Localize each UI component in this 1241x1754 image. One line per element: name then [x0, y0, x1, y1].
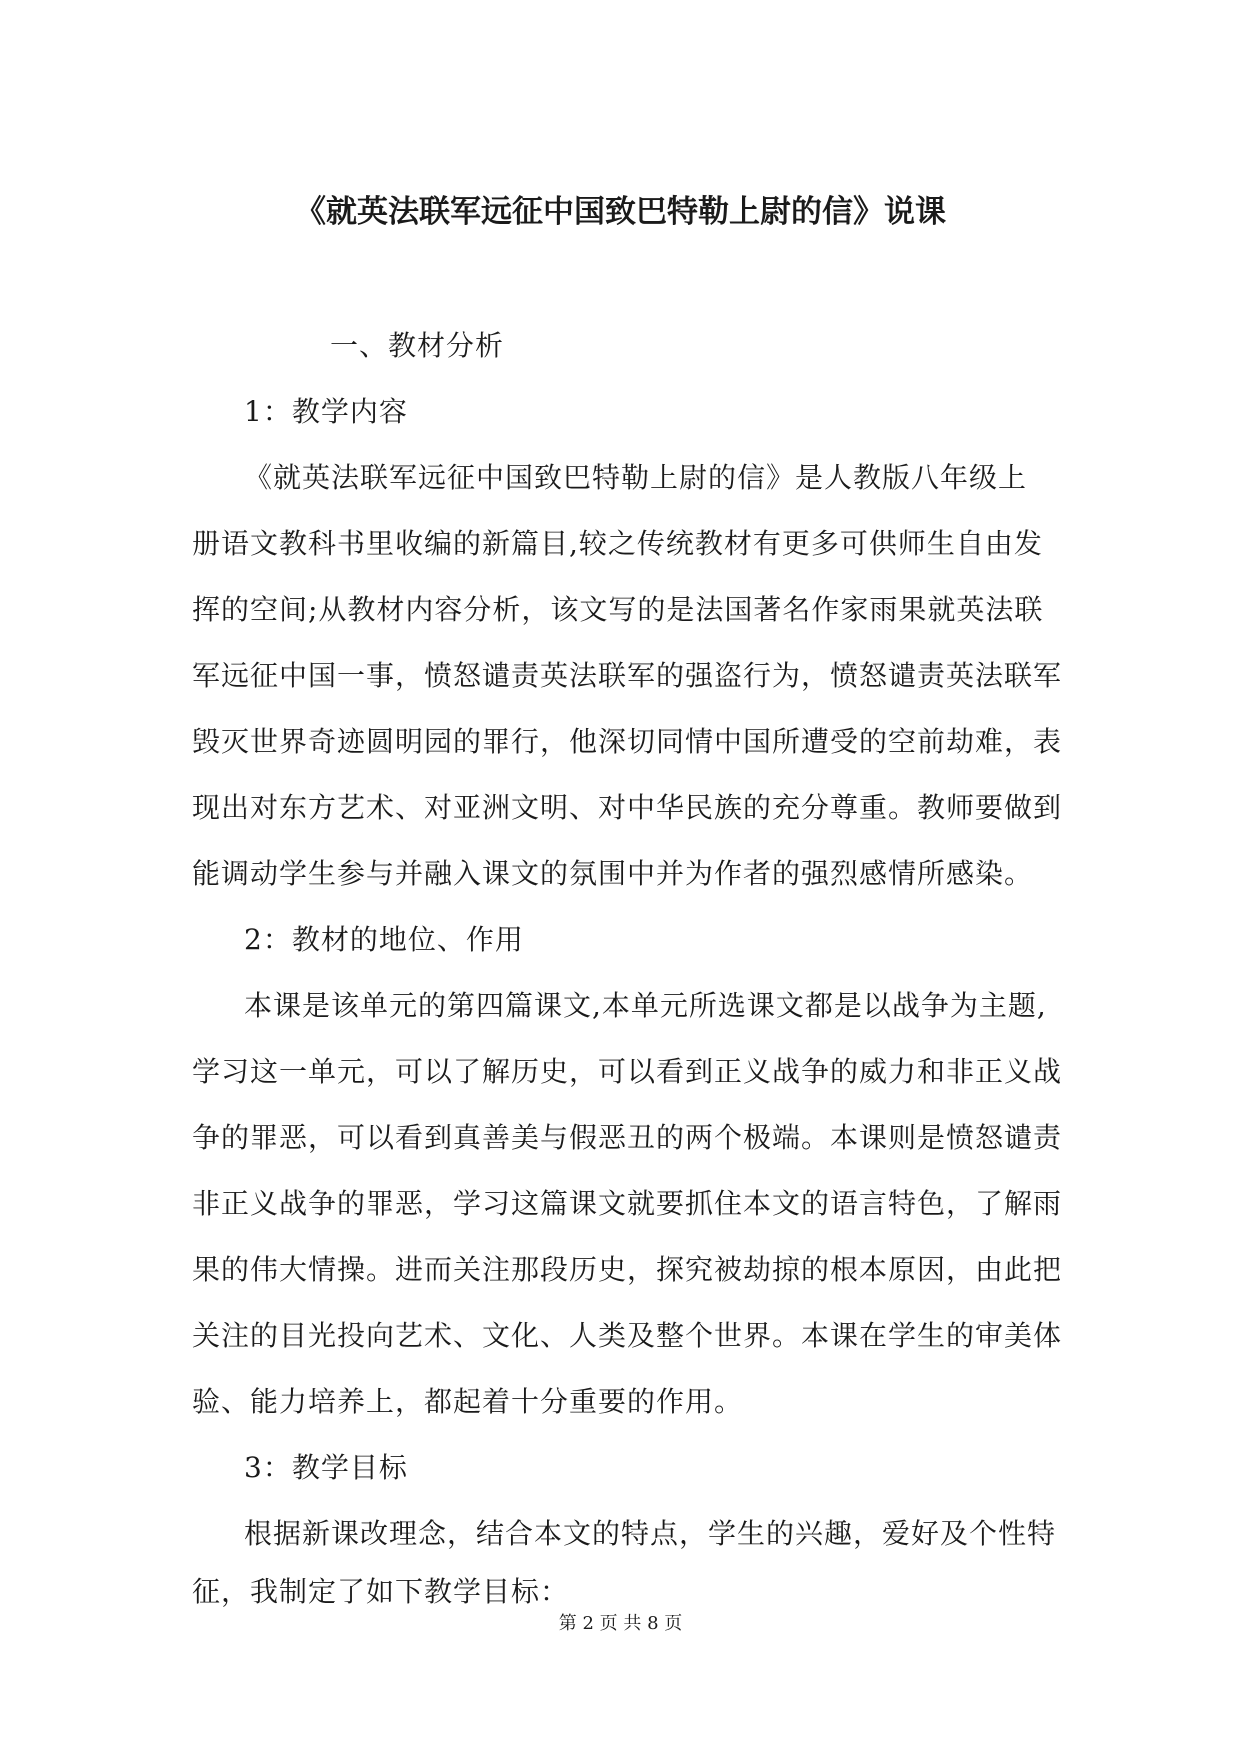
paragraph-line: 《就英法联军远征中国致巴特勒上尉的信》是人教版八年级上 [244, 461, 1028, 494]
paragraph-line: 现出对东方艺术、对亚洲文明、对中华民族的充分尊重。教师要做到 [192, 791, 1063, 824]
paragraph-line: 本课是该单元的第四篇课文,本单元所选课文都是以战争为主题, [244, 989, 1047, 1022]
paragraph-line: 验、能力培养上，都起着十分重要的作用。 [192, 1385, 744, 1418]
paragraph-line: 军远征中国一事，愤怒谴责英法联军的强盗行为，愤怒谴责英法联军 [192, 659, 1063, 692]
subheading-status-role: 2：教材的地位、作用 [244, 923, 524, 956]
paragraph-line: 征，我制定了如下教学目标： [192, 1575, 570, 1608]
paragraph-line: 学习这一单元，可以了解历史，可以看到正义战争的威力和非正义战 [192, 1055, 1063, 1088]
paragraph-line: 争的罪恶，可以看到真善美与假恶丑的两个极端。本课则是愤怒谴责 [192, 1121, 1063, 1154]
section-heading-materials-analysis: 一、教材分析 [330, 329, 505, 362]
document-title: 《就英法联军远征中国致巴特勒上尉的信》说课 [295, 194, 946, 230]
paragraph-line: 挥的空间;从教材内容分析，该文写的是法国著名作家雨果就英法联 [192, 593, 1044, 626]
paragraph-line: 毁灭世界奇迹圆明园的罪行，他深切同情中国所遭受的空前劫难，表 [192, 725, 1063, 758]
subheading-teaching-goals: 3：教学目标 [244, 1451, 408, 1484]
page-footer: 第 2 页 共 8 页 [558, 1613, 683, 1634]
paragraph-line: 果的伟大情操。进而关注那段历史，探究被劫掠的根本原因，由此把 [192, 1253, 1063, 1286]
subheading-teaching-content: 1：教学内容 [244, 395, 408, 428]
paragraph-line: 关注的目光投向艺术、文化、人类及整个世界。本课在学生的审美体 [192, 1319, 1063, 1352]
paragraph-line: 册语文教科书里收编的新篇目,较之传统教材有更多可供师生自由发 [192, 527, 1043, 560]
paragraph-line: 能调动学生参与并融入课文的氛围中并为作者的强烈感情所感染。 [192, 857, 1034, 890]
paragraph-line: 非正义战争的罪恶，学习这篇课文就要抓住本文的语言特色，了解雨 [192, 1187, 1063, 1220]
paragraph-line: 根据新课改理念，结合本文的特点，学生的兴趣，爱好及个性特 [244, 1517, 1057, 1550]
